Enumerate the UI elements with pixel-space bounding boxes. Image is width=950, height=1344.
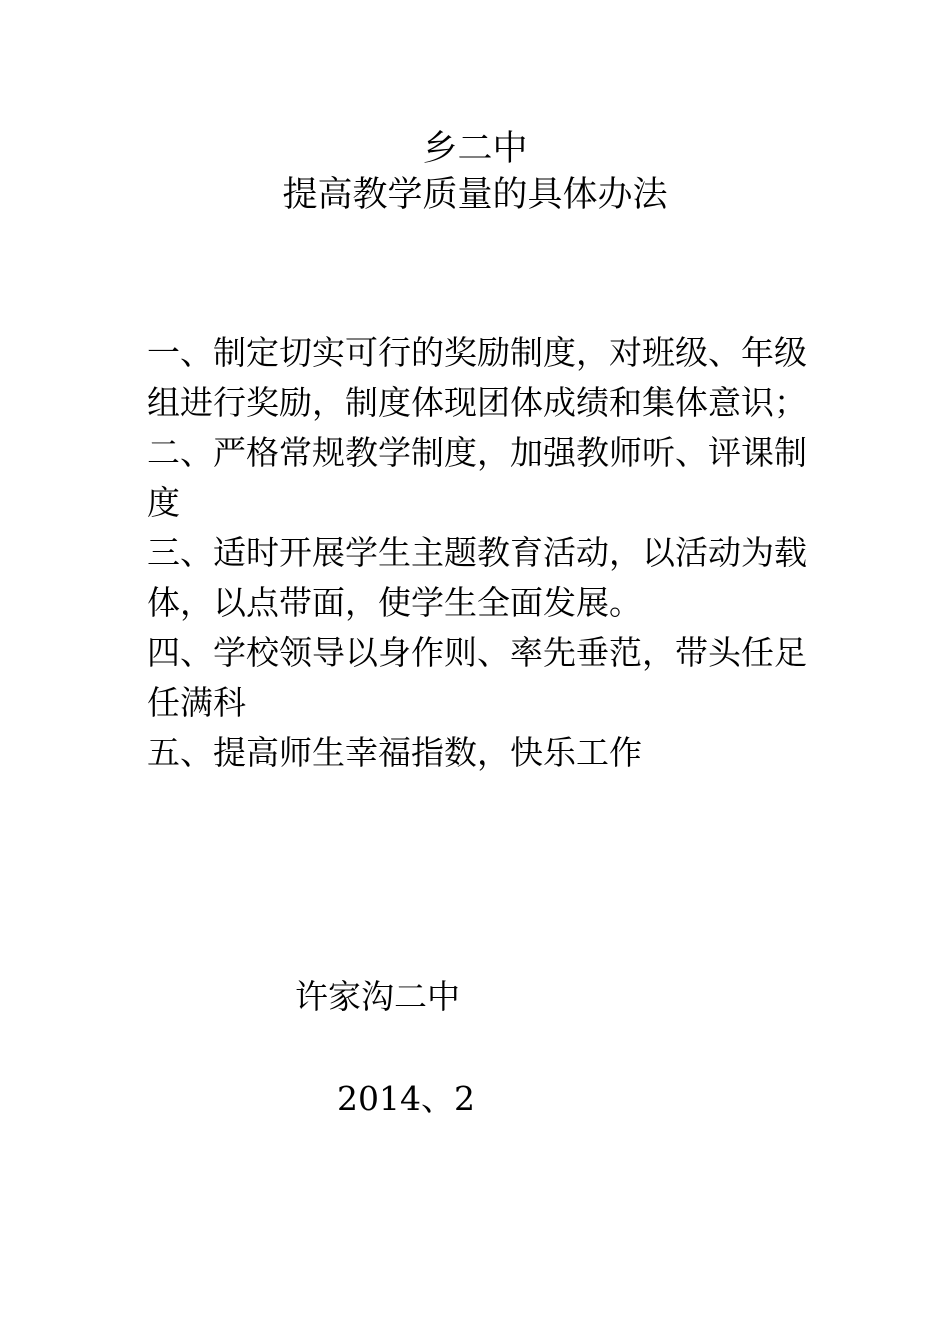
document-title — [0, 126, 950, 218]
measure-item-2: 二、严格常规教学制度，加强教师听、评课制度 — [147, 433, 807, 522]
signature-date: 2014、2 — [337, 1079, 475, 1118]
document-body — [147, 328, 812, 778]
title-subject: 提高教学质量的具体办法 — [282, 175, 668, 215]
measure-item-4: 四、学校领导以身作则、率先垂范，带头任足任满科 — [147, 633, 807, 722]
signature-school: 许家沟二中 — [295, 977, 460, 1016]
measure-item-1: 一、制定切实可行的奖励制度，对班级、年级组进行奖励，制度体现团体成绩和集体意识； — [147, 333, 807, 422]
title-school-name: 乡二中 — [422, 129, 528, 169]
measure-item-3: 三、适时开展学生主题教育活动，以活动为载体，以点带面，使学生全面发展。 — [147, 533, 807, 622]
measure-item-5: 五、提高师生幸福指数，快乐工作 — [147, 733, 642, 772]
